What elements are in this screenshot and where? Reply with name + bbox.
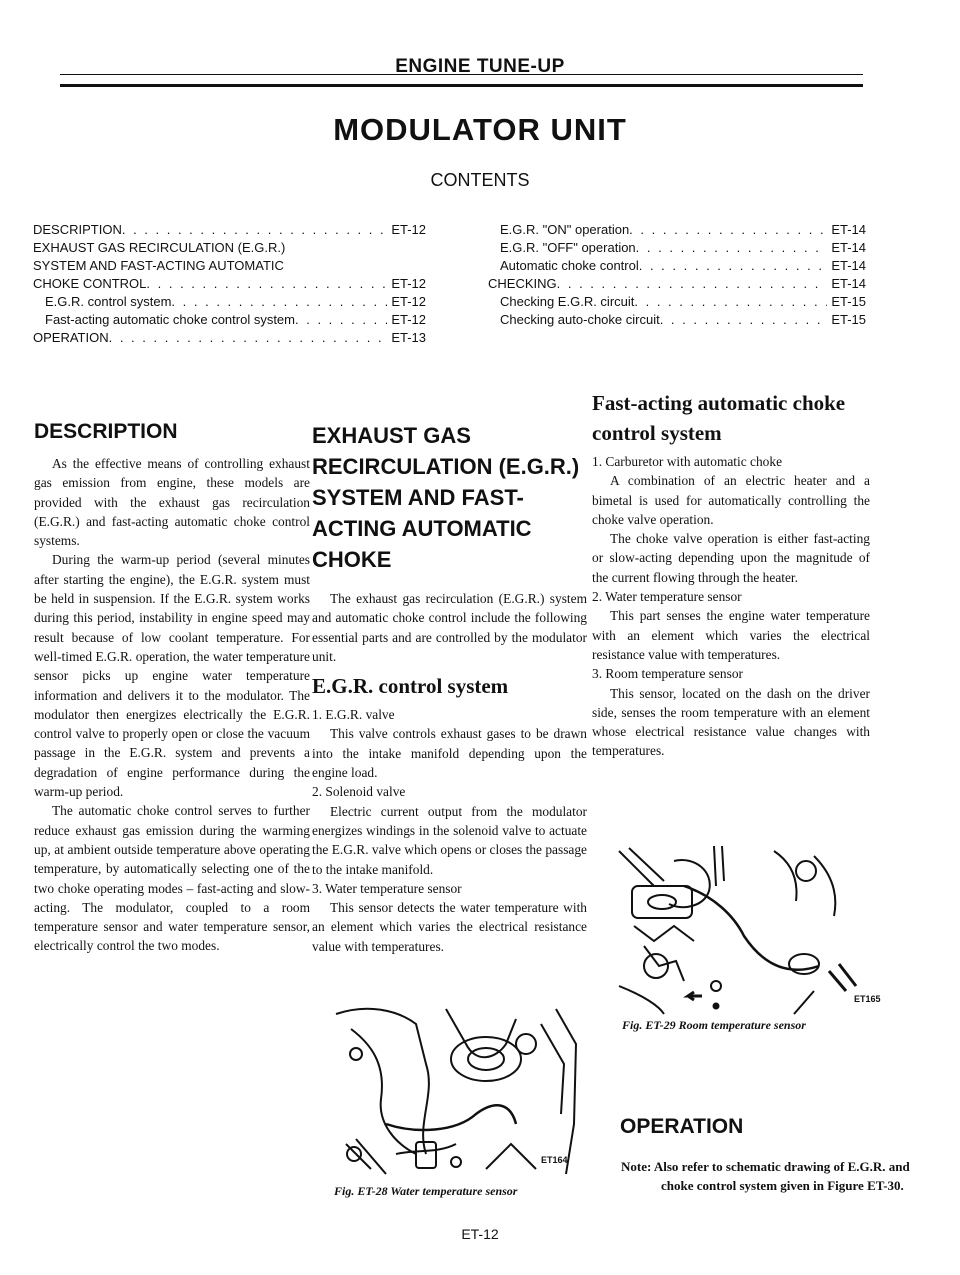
toc-entry[interactable]: Checking auto-choke circuit . . . ET-15 bbox=[488, 311, 866, 329]
list-item-title: 2. Solenoid valve bbox=[312, 784, 406, 800]
operation-heading: OPERATION bbox=[620, 1115, 744, 1138]
toc-entry[interactable]: E.G.R. "ON" operation . . . ET-14 bbox=[488, 221, 866, 239]
list-item-text: This valve controls exhaust gases to be drawn into the intake manifold depending upon the engine load. bbox=[312, 726, 587, 781]
fast-acting-subheading: Fast-acting automatic choke control system bbox=[592, 391, 846, 445]
list-item-title: 1. E.G.R. valve bbox=[312, 707, 395, 723]
page-number: ET-12 bbox=[461, 1226, 499, 1242]
egr-control-subheading: E.G.R. control system bbox=[312, 674, 509, 699]
column-fast-acting-choke bbox=[592, 391, 870, 761]
list-item-text: Electric current output from the modulator energizes windings in the solenoid valve to actuate the E.G.R. valve which opens or closes the passage to the intake manifold. bbox=[312, 803, 587, 877]
column-description bbox=[34, 420, 310, 956]
header-rule-bottom bbox=[60, 84, 863, 87]
figure-caption: Fig. ET-28 Water temperature sensor bbox=[334, 1184, 518, 1198]
toc-entry[interactable]: Fast-acting automatic choke control system . . . ET-12 bbox=[33, 311, 426, 329]
list-item-title: 1. Carburetor with automatic choke bbox=[592, 454, 783, 469]
figure-caption: Fig. ET-29 Room temperature sensor bbox=[622, 1018, 806, 1032]
list-item-text: The choke valve operation is either fast-acting or slow-acting depending upon the magnitude of the current flowing through the heater. bbox=[592, 531, 870, 585]
list-item-title: 3. Room temperature sensor bbox=[592, 666, 743, 682]
description-paragraph: As the effective means of controlling exhaust gas emission from engine, these models are provided with the exhaust gas recirculation (E.G.R.) and fast-acting automatic choke control systems. bbox=[34, 456, 310, 549]
description-paragraph: The automatic choke control serves to further reduce exhaust gas emission during the warming up, at ambient outside temperature above operating temperature, by automatically selecting one of the two choke operating modes – fast-acting and slow-acting. The modulator, coupled to a room temperature sensor and water temperature sensor, electrically control the two modes. bbox=[34, 803, 310, 954]
toc-entry[interactable]: CHOKE CONTROL . . . ET-12 bbox=[33, 275, 426, 293]
list-item-title: 3. Water temperature sensor bbox=[312, 880, 462, 896]
egr-system-heading: EXHAUST GAS RECIRCULATION (E.G.R.) SYSTEM AND FAST-ACTING AUTOMATIC CHOKE bbox=[312, 423, 580, 572]
contents-label: CONTENTS bbox=[430, 170, 530, 190]
toc-entry[interactable]: Automatic choke control . . . ET-14 bbox=[488, 257, 866, 275]
description-heading: DESCRIPTION bbox=[34, 420, 178, 443]
list-item-title: 2. Water temperature sensor bbox=[592, 589, 742, 605]
column-egr-system bbox=[312, 420, 587, 956]
list-item-text: This sensor, located on the dash on the driver side, senses the room temperature with an element whose electrical resistance value changes with temperatures. bbox=[592, 685, 870, 759]
toc-right bbox=[488, 221, 866, 329]
toc-entry[interactable]: DESCRIPTION . . . ET-12 bbox=[33, 221, 426, 239]
toc-entry[interactable]: OPERATION . . . ET-13 bbox=[33, 329, 426, 347]
toc-entry[interactable]: Checking E.G.R. circuit . . . ET-15 bbox=[488, 293, 866, 311]
toc-entry[interactable]: EXHAUST GAS RECIRCULATION (E.G.R.) bbox=[33, 240, 286, 255]
figure-code-label: ET165 bbox=[854, 994, 881, 1004]
toc-left bbox=[33, 221, 426, 347]
room-temperature-sensor-illustration bbox=[614, 846, 881, 1016]
page-title: MODULATOR UNIT bbox=[333, 112, 627, 147]
description-paragraph: During the warm-up period (several minutes after starting the engine), the E.G.R. system must be held in suspension. If the E.G.R. system works during this period, instability in engine speed may result because of low coolant temperature. For well-timed E.G.R. operation, the water temperature sensor picks up engine water temperature information and delivers it to the modulator. The modulator then energizes electrically the E.G.R. control valve to properly open or close the vacuum passage in the E.G.R. system and prevents a degradation of engine performance during the warm-up period. bbox=[34, 552, 310, 800]
section-title: ENGINE TUNE-UP bbox=[395, 56, 565, 77]
water-temperature-sensor-illustration bbox=[326, 1004, 588, 1180]
toc-entry[interactable]: E.G.R. control system . . . ET-12 bbox=[33, 293, 426, 311]
egr-intro-paragraph: The exhaust gas recirculation (E.G.R.) system and automatic choke control include the following essential parts and are controlled by the modulator unit. bbox=[312, 591, 587, 664]
toc-entry[interactable]: CHECKING . . . ET-14 bbox=[488, 275, 866, 293]
toc-entry[interactable]: E.G.R. "OFF" operation . . . ET-14 bbox=[488, 239, 866, 257]
operation-note: Note: Also refer to schematic drawing of E.G.R. and choke control system given in Figure ET-30. bbox=[621, 1159, 910, 1193]
toc-entry[interactable]: SYSTEM AND FAST-ACTING AUTOMATIC bbox=[33, 258, 284, 273]
list-item-text: This sensor detects the water temperature with an element which varies the electrical resistance value with temperatures. bbox=[312, 900, 587, 954]
figure-code-label: ET164 bbox=[541, 1155, 568, 1165]
list-item-text: This part senses the engine water temperature with an element which varies the electrical resistance value with temperatures. bbox=[592, 608, 870, 662]
list-item-text: A combination of an electric heater and a bimetal is used for automatically controlling the choke valve operation. bbox=[592, 473, 870, 527]
